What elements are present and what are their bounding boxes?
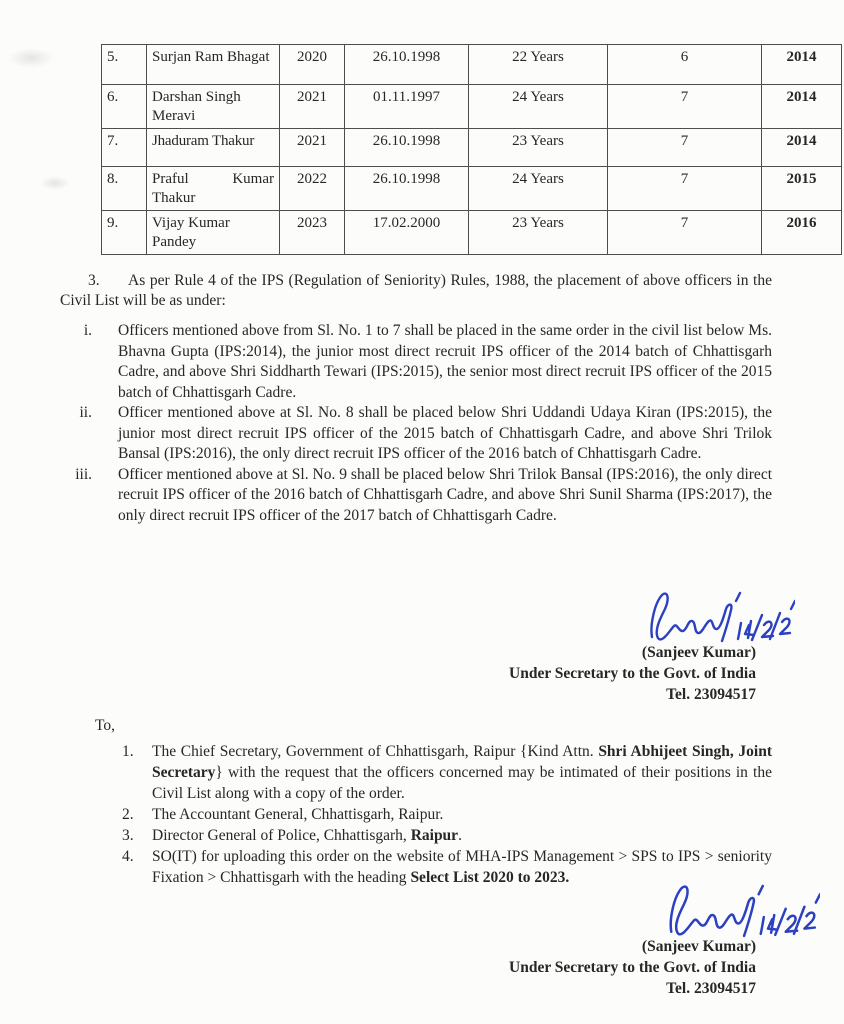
cell-number: 6 [608, 45, 762, 85]
item-label: i. [83, 322, 92, 339]
seniority-table [101, 44, 842, 255]
cell-name: Jhaduram Thakur [147, 129, 280, 167]
cell-number: 7 [608, 167, 762, 211]
list-item [60, 403, 772, 465]
distribution-list [122, 741, 772, 888]
table-row [102, 45, 842, 85]
cell-batch-year: 2015 [762, 167, 842, 211]
paragraph-text: As per Rule 4 of the IPS (Regulation of Seniority) Rules, 1988, the placement of above officers in the Civil List will be as under: [60, 271, 772, 309]
cell-year: 2022 [280, 167, 345, 211]
placement-list [60, 321, 772, 526]
cell-service: 23 Years [469, 129, 608, 167]
signatory-name: (Sanjeev Kumar) [641, 938, 756, 955]
item-text-bold: Raipur [410, 827, 459, 844]
cell-number: 7 [608, 85, 762, 129]
cell-sl-no: 6. [102, 85, 147, 129]
item-text-pre: Director General of Police, Chhattisgarh, [152, 827, 411, 844]
list-item [60, 321, 772, 403]
cell-batch-year: 2014 [762, 45, 842, 85]
signatory-name: (Sanjeev Kumar) [641, 644, 756, 661]
cell-date: 26.10.1998 [345, 129, 469, 167]
signatory-tel: Tel. 23094517 [666, 686, 756, 703]
signatory-title: Under Secretary to the Govt. of India [509, 959, 756, 976]
cell-name: Surjan Ram Bhagat [147, 45, 280, 85]
cell-name: Praful Kumar Thakur [147, 167, 280, 211]
cell-service: 22 Years [469, 45, 608, 85]
item-text: Officer mentioned above at Sl. No. 8 shall be placed below Shri Uddandi Udaya Kiran (IPS:2015), the junior most direct recruit IPS officer of the 2015 batch of Chhattisgarh Cadre, and above Shri Trilok Bansal (IPS:2016), the only direct recruit IPS officer of the 2016 batch of Chhattisgarh Cadre. [118, 404, 772, 462]
cell-name: Vijay Kumar Pandey [147, 211, 280, 255]
cell-batch-year: 2016 [762, 211, 842, 255]
item-text-post: } with the request that the officers concerned may be intimated of their positions in the Civil List along with a copy of the order. [152, 764, 772, 802]
cell-year: 2020 [280, 45, 345, 85]
cell-date: 26.10.1998 [345, 167, 469, 211]
signatory-tel: Tel. 23094517 [666, 980, 756, 997]
cell-batch-year: 2014 [762, 85, 842, 129]
cell-date: 01.11.1997 [345, 85, 469, 129]
item-text: Officer mentioned above at Sl. No. 9 shall be placed below Shri Trilok Bansal (IPS:2016), the only direct recruit IPS officer of the 2016 batch of Chhattisgarh Cadre, and above Shri Sunil Sharma (IPS:2017), the only direct recruit IPS officer of the 2017 batch of Chhattisgarh Cadre. [118, 465, 772, 524]
item-number: 3. [122, 827, 134, 844]
item-text [152, 804, 772, 825]
signature-block [400, 936, 756, 999]
item-text-pre: The Accountant General, Chhattisgarh, Raipur. [152, 806, 444, 823]
cell-service: 23 Years [469, 211, 608, 255]
cell-year: 2023 [280, 211, 345, 255]
item-text [152, 741, 772, 804]
cell-date: 26.10.1998 [345, 45, 469, 85]
signatory-title: Under Secretary to the Govt. of India [509, 665, 756, 682]
list-item [122, 825, 772, 846]
table-row [102, 167, 842, 211]
cell-number: 7 [608, 211, 762, 255]
paragraph-3 [60, 271, 772, 312]
item-text-pre: SO(IT) for uploading this order on the website of MHA-IPS Management > SPS to IPS > seniority Fixation > Chhattisgarh with the heading [152, 848, 772, 886]
item-text-post: . [458, 827, 462, 844]
cell-year: 2021 [280, 85, 345, 129]
item-number: 4. [122, 848, 134, 865]
cell-number: 7 [608, 129, 762, 167]
cell-name: Darshan Singh Meravi [147, 85, 280, 129]
to-label: To, [95, 717, 116, 734]
item-label: ii. [79, 404, 92, 421]
item-text-bold: Select List 2020 to 2023. [410, 869, 570, 886]
cell-service: 24 Years [469, 167, 608, 211]
item-number: 2. [122, 806, 134, 823]
cell-service: 24 Years [469, 85, 608, 129]
scan-smudge [8, 48, 54, 68]
cell-year: 2021 [280, 129, 345, 167]
list-item [122, 741, 772, 804]
cell-sl-no: 9. [102, 211, 147, 255]
table-row [102, 129, 842, 167]
item-text: Officers mentioned above from Sl. No. 1 to 7 shall be placed in the same order in the civil list below Ms. Bhavna Gupta (IPS:2014), the junior most direct recruit IPS officer of the 2014 batch of Chhattisgarh Cadre, and above Shri Siddharth Tewari (IPS:2015), the senior most direct recruit IPS officer of the 2015 batch of Chhattisgarh Cadre. [118, 322, 772, 401]
cell-date: 17.02.2000 [345, 211, 469, 255]
table-row [102, 211, 842, 255]
item-number: 1. [122, 743, 134, 760]
signature-block [400, 642, 756, 705]
item-text-pre: The Chief Secretary, Government of Chhattisgarh, Raipur {Kind Attn. [152, 743, 599, 760]
list-item [122, 804, 772, 825]
cell-batch-year: 2014 [762, 129, 842, 167]
cell-sl-no: 7. [102, 129, 147, 167]
list-item [60, 465, 772, 527]
scan-smudge [40, 176, 70, 190]
cell-sl-no: 5. [102, 45, 147, 85]
signature-ink [645, 588, 795, 650]
table-row [102, 85, 842, 129]
item-text [152, 825, 772, 846]
item-text-bold: Shri Abhijeet Singh, Joint Secretary [152, 743, 772, 781]
item-label: iii. [75, 465, 92, 483]
paragraph-number: 3. [88, 271, 100, 289]
cell-sl-no: 8. [102, 167, 147, 211]
